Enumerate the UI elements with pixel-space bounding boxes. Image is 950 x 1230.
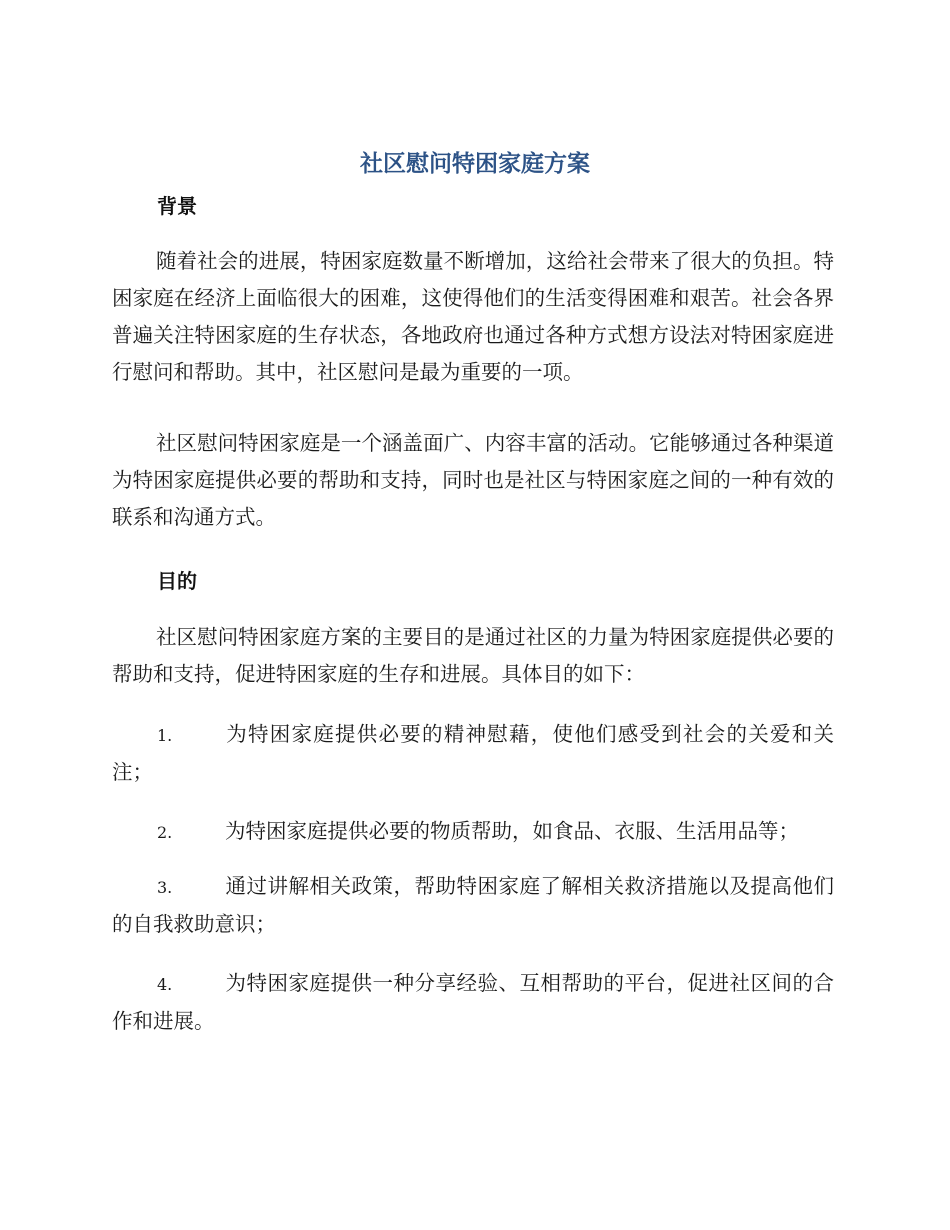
list-item-number: 4. — [157, 975, 173, 994]
section-heading-purpose: 目的 — [157, 569, 197, 593]
list-item — [112, 965, 834, 1040]
background-paragraph-2: 社区慰问特困家庭是一个涵盖面广、内容丰富的活动。它能够通过各种渠道为特困家庭提供必要的帮助和支持，同时也是社区与特困家庭之间的一种有效的联系和沟通方式。 — [112, 431, 834, 529]
section-heading-background: 背景 — [157, 194, 197, 218]
list-item-number: 3. — [157, 878, 173, 897]
list-item-text: 为特困家庭提供必要的精神慰藉，使他们感受到社会的关爱和关注； — [112, 722, 834, 784]
list-item-text: 为特困家庭提供必要的物质帮助，如食品、衣服、生活用品等； — [225, 819, 799, 843]
list-item — [112, 868, 834, 943]
list-item — [112, 813, 834, 851]
list-item-number: 1. — [157, 726, 173, 745]
purpose-paragraph: 社区慰问特困家庭方案的主要目的是通过社区的力量为特困家庭提供必要的帮助和支持，促进特困家庭的生存和进展。具体目的如下： — [112, 625, 834, 686]
list-item-text: 为特困家庭提供一种分享经验、互相帮助的平台，促进社区间的合作和进展。 — [112, 971, 834, 1033]
list-item-number: 2. — [157, 823, 173, 842]
background-paragraph-1: 随着社会的进展，特困家庭数量不断增加，这给社会带来了很大的负担。特困家庭在经济上面临很大的困难，这使得他们的生活变得困难和艰苦。社会各界普遍关注特困家庭的生存状态，各地政府也通过各种方式想方设法对特困家庭进行慰问和帮助。其中，社区慰问是最为重要的一项。 — [112, 249, 834, 384]
list-item — [112, 716, 834, 791]
list-item-text: 通过讲解相关政策，帮助特困家庭了解相关救济措施以及提高他们的自我救助意识； — [112, 874, 834, 936]
document-title: 社区慰问特困家庭方案 — [360, 151, 590, 177]
